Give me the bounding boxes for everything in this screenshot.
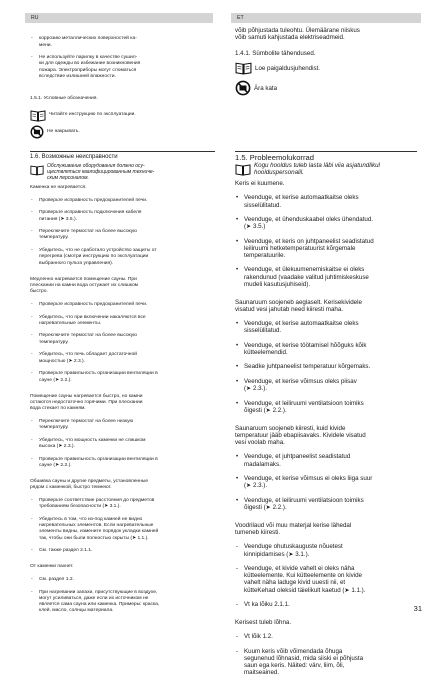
list-item: - См. раздел 1.2.	[30, 577, 215, 583]
et-symbol-no-cover-row	[235, 80, 415, 97]
list-item: - Veenduge ohutuskauguste nõuetest kinnipidamises (➤ 3.1.).	[235, 543, 415, 557]
list-item: - Проверьте исправность предохранителей печи.	[30, 198, 215, 204]
list-item: - Переключите термостат на более высокую температуру.	[30, 229, 215, 242]
symbol-label: Не накрывать.	[47, 129, 80, 135]
page-number: 31	[413, 604, 422, 613]
list-item: • Seadke juhtpaneelist temperatuur kõrgemaks.	[235, 363, 415, 370]
list-item: - коррозию металлических поверхностей ка- мени.	[30, 36, 215, 49]
list-item: - Vt lõik 1.2.	[235, 633, 415, 640]
et-group-list	[235, 446, 415, 518]
et-group-title: Saunaruum soojeneb aeglaselt. Kerisekividele visatud vesi jahutab need kiiresti maha.	[235, 298, 362, 313]
list-item: • Veenduge, et kerise võimsus ei oleks liiga suur (➤ 2.3.).	[235, 475, 415, 489]
et-section-rule	[235, 151, 417, 152]
symbol-label: Loe paigaldusjuhendist.	[255, 64, 321, 72]
et-warning-text: Kogu hooldus tuleb lasta läbi viia asjatundlikul hoolduspersonalil.	[254, 162, 380, 177]
et-warning-block	[235, 162, 415, 176]
book-icon	[235, 61, 252, 75]
symbol-label: Читайте инструкцию по эксплуатации.	[49, 112, 136, 118]
list-item: - Проверьте исправность предохранителей печи.	[30, 302, 215, 308]
list-item: • Veenduge, et kerise automaatkaitse oleks sisselülitatud.	[235, 194, 415, 208]
list-item: - Проверьте правильность организации вентиляции в сауне (➤ 2.2.).	[30, 457, 215, 470]
ru-symbol-no-cover-row	[30, 125, 215, 140]
ru-group-list	[30, 413, 215, 476]
list-item: - Убедитесь, что печь обладает достаточной мощностью (➤ 2.3.).	[30, 352, 215, 365]
list-item: - Убедитесь, что при включении накаляются все нагревательные элементы.	[30, 315, 215, 328]
ru-group-list	[30, 296, 215, 390]
symbol-label: Ära kata	[254, 84, 278, 92]
ru-group-list	[30, 191, 215, 273]
et-group-title: Voodrilaud või muu materjal kerise lähedal tumeneb kiiresti.	[235, 521, 352, 536]
list-item: - Убедитесь, что не сработало устройство защиты от перегрева (смотри инструкцию по эксплуатации выбранного пульта управления).	[30, 248, 215, 267]
list-item: - Проверьте правильность организации вентиляции в сауне (➤ 2.2.).	[30, 371, 215, 384]
et-top-text: võib põhjustada tuleohtu. Ülemäärane niiskus võib samuti kahjustada elektriseadmeid.	[235, 27, 360, 42]
list-item: - См. также раздел 2.1.1.	[30, 548, 215, 554]
et-group-list	[235, 187, 415, 295]
et-group-list	[235, 313, 415, 421]
no-cover-icon	[30, 125, 44, 139]
ru-symbols-heading: 1.5.1. Условные обозначения.	[30, 95, 98, 101]
list-item: - Vt ka lõiku 2.1.1.	[235, 601, 415, 608]
book-icon	[30, 109, 46, 122]
list-item: - Проверьте соответствие расстояния до предметов требованиям безопасности (➤ 3.1.).	[30, 498, 215, 511]
list-item: • Veenduge, et juhtpaneelist seadistatud madalamaks.	[235, 453, 415, 467]
list-item: • Veenduge, et leiliruumi ventilatsioon toimiks õigesti (➤ 2.2.).	[235, 497, 415, 511]
ru-group-title: От каменки пахнет.	[30, 564, 74, 570]
et-group-title: Saunaruum soojeneb kiiresti, kuid kivide temperatuur jääb ebapiisavaks. Kividele visatud vesi voolab maha.	[235, 424, 366, 447]
et-column	[235, 27, 415, 97]
ru-column	[30, 30, 215, 140]
book-icon	[235, 163, 251, 176]
ru-troubleshooting-section	[30, 154, 215, 621]
ru-warning-text: Обслуживание оборудования должно осу- ществляться квалифицированным техниче- ским персоналом.	[47, 163, 155, 182]
ru-warning-block	[30, 163, 215, 182]
language-tab-et: ET	[231, 13, 421, 23]
list-item: - При нагревании запахи, присутствующие в воздухе, могут усиливаться, даже если их источником не является сама сауна или каменка. Примеры: краска, клей, масло, солнцы материала.	[30, 590, 215, 615]
list-item: - Переключите термостат на более высокую температуру.	[30, 333, 215, 346]
list-item: - Не используйте парилку в качестве сушил- ки для одежды во избежание возникновения пожара. Электроприборы могут сломаться вследствие излишней влажности.	[30, 55, 215, 80]
list-item: - Проверьте исправность подключения кабеля питания (➤ 3.5.).	[30, 210, 215, 223]
language-tab-ru: RU	[25, 13, 213, 23]
list-item: - Veenduge, et kivide vahelt ei oleks näha kütteelemente. Kui kütteelemente on kivide vahelt näha laduge kivid uuesti nii, et kütteKehad oleksid täielikult kaetud (➤ 1.1.).	[235, 565, 415, 594]
ru-section-title: 1.6. Возможные неисправности	[30, 154, 118, 160]
ru-group-title: Обшивка сауны и другие предметы, установленные рядом с каменкой, быстро темнеют.	[30, 478, 149, 491]
list-item: - Убедитесь, что мощность каменки не слишком высока (➤ 2.3.).	[30, 438, 215, 451]
list-item: • Veenduge, et kerise töötamisel hõõguks kõik kütteelemendid.	[235, 342, 415, 356]
ru-group-title: Медленно нагревается помещение сауны. При плескании на камни вода остужает их слишком быстро.	[30, 276, 139, 295]
ru-group-title: Каменка не нагревается.	[30, 185, 87, 191]
list-item: • Veenduge, et leiliruumi ventilatsioon toimiks õigesti (➤ 2.2.).	[235, 400, 415, 414]
list-item: • Veenduge, et ülekuumenemiskaitse ei oleks rakendunud (vaadake valitud juhtimiskeskuse mudeli kasutusjuhiseid).	[235, 266, 415, 288]
list-item: - Убедитесь в том, что из-под камней не видно нагревательных элементов. Если нагревательные элементы видны, измените порядок укладки камней так, чтобы они были полностью скрыты (➤ 1.1.).	[30, 517, 215, 542]
ru-group-list	[30, 492, 215, 561]
list-item: • Veenduge, et kerise võimsus oleks piisav (➤ 2.3.).	[235, 378, 415, 392]
et-section-title: 1.5. Probleemolukorrad	[235, 153, 314, 162]
list-item: • Veenduge, et ühenduskaabel oleks ühendatud. (➤ 3.5.)	[235, 216, 415, 230]
et-symbols-heading: 1.4.1. Sümbolite tähendused.	[235, 50, 316, 58]
et-group-list	[235, 536, 415, 615]
ru-group-title: Помещение сауны нагревается быстро, но камни остаются недостаточно горячими. При плескании вода стекает по камням.	[30, 393, 143, 412]
et-group-title: Keris ei kuumene.	[235, 179, 285, 187]
ru-top-list	[30, 30, 215, 87]
list-item: • Veenduge, et kerise automaatkaitse oleks sisselülitatud.	[235, 320, 415, 334]
book-icon	[30, 164, 44, 176]
list-item: - Переключите термостат на более низкую температуру.	[30, 419, 215, 432]
et-group-list	[235, 626, 415, 684]
list-item: • Veenduge, et keris on juhtpaneelist seadistatud leiliruumi hetketemperatuurist kõrgemale temperatuurile.	[235, 238, 415, 260]
no-cover-icon	[235, 80, 251, 96]
ru-symbol-read-row	[30, 108, 215, 123]
list-item: - Kuum keris võib võimendada õhuga segunenud lõhnasid, mida siiski ei põhjusta saun ega keris. Näited: värv, liim, õli, maitseained.	[235, 648, 415, 677]
et-troubleshooting-section	[235, 153, 415, 684]
et-group-title: Kerisest tuleb lõhna.	[235, 618, 292, 626]
ru-section-rule	[30, 151, 215, 152]
ru-group-list	[30, 571, 215, 621]
et-symbol-read-row	[235, 61, 415, 76]
